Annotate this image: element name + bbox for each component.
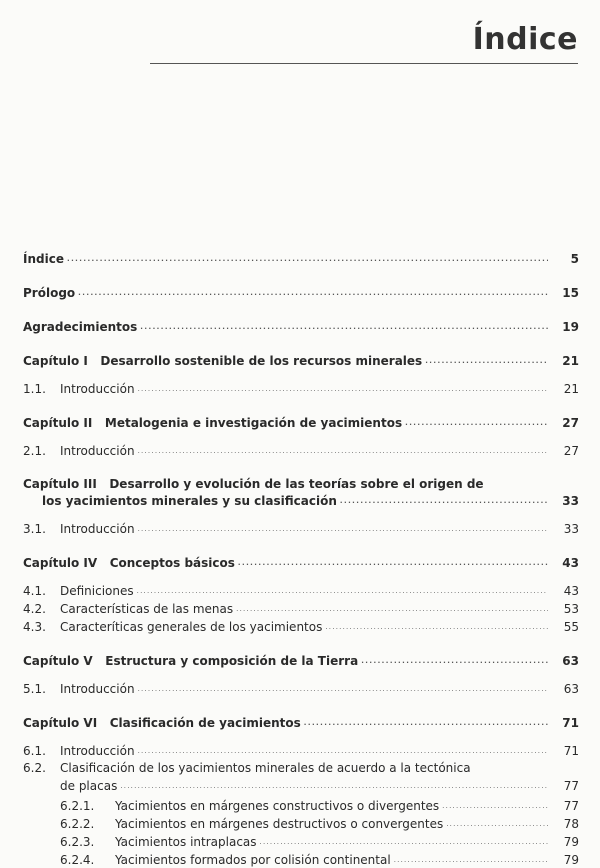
toc-section-6-2: 6.2. Clasificación de los yacimientos minerales de acuerdo a la tectónica de placas . . . 77 [23,760,579,794]
table-of-contents [23,250,579,868]
toc-section-2-1: 2.1. Introducción . . . 27 [23,442,579,459]
title-rule [150,63,578,64]
toc-chapter-6: Capítulo VI Clasificación de yacimientos . . . 71 [23,714,579,731]
toc-chapter-3: Capítulo III Desarrollo y evolución de las teorías sobre el origen de los yacimientos minerales y su clasificación . . . 33 [23,477,579,509]
toc-section-4-1: 4.1. Definiciones . . . 43 [23,582,579,599]
toc-subsection-6-2-4: 6.2.4. Yacimientos formados por colisión continental . . . 79 [23,851,579,868]
page-title: Índice [472,22,578,57]
toc-section-3-1: 3.1. Introducción . . . 33 [23,520,579,537]
toc-chapter-5: Capítulo V Estructura y composición de la Tierra . . . 63 [23,652,579,669]
toc-subsection-6-2-3: 6.2.3. Yacimientos intraplacas . . . 79 [23,833,579,850]
toc-entry-prologo: Prólogo . . . 15 [23,284,579,301]
toc-entry-agradecimientos: Agradecimientos . . . 19 [23,318,579,335]
toc-entry-indice: Índice . . . 5 [23,250,579,267]
toc-section-1-1: 1.1. Introducción . . . 21 [23,380,579,397]
toc-chapter-1: Capítulo I Desarrollo sostenible de los recursos minerales . . . 21 [23,352,579,369]
toc-section-6-1: 6.1. Introducción . . . 71 [23,742,579,759]
toc-chapter-2: Capítulo II Metalogenia e investigación de yacimientos . . . 27 [23,414,579,431]
toc-section-4-3: 4.3. Caracteríticas generales de los yacimientos . . . 55 [23,618,579,635]
toc-section-5-1: 5.1. Introducción . . . 63 [23,680,579,697]
toc-section-4-2: 4.2. Características de las menas . . . 53 [23,600,579,617]
toc-subsection-6-2-2: 6.2.2. Yacimientos en márgenes destructivos o convergentes . . . 78 [23,815,579,832]
toc-subsection-6-2-1: 6.2.1. Yacimientos en márgenes constructivos o divergentes . . . 77 [23,797,579,814]
toc-chapter-4: Capítulo IV Conceptos básicos . . . 43 [23,554,579,571]
